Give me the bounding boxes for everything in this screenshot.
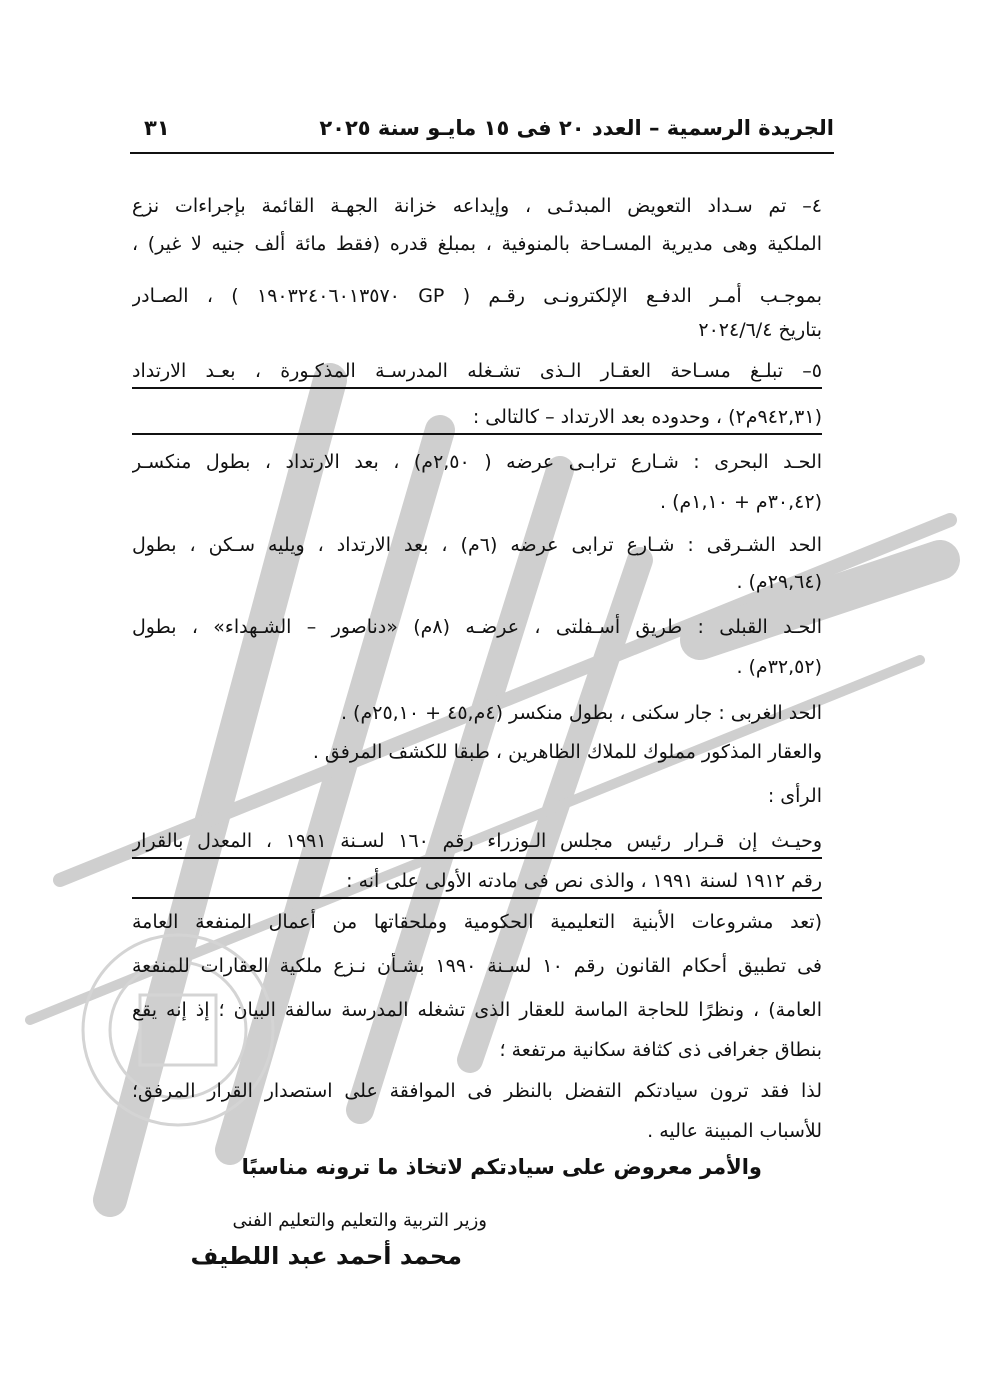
body-line: ٥– تبلـغ مسـاحة العقـار الـذى تشـغله المدرسـة المذكـورة ، بعـد الارتداد xyxy=(132,358,822,389)
body-line: فى تطبيق أحكام القانون رقم ١٠ لسـنة ١٩٩٠ بشـأن نـزع ملكية العقارات للمنفعة xyxy=(132,955,822,977)
body-line: بموجـب أمـر الدفـع الإلكترونـى رقـم ( GP ١٩٠٣٢٤٠٦٠١٣٥٧٠ ) ، الصـادر xyxy=(132,285,822,307)
body-line: (٣٢,٥٢م) . xyxy=(736,656,822,678)
body-line: للأسباب المبينة عاليه . xyxy=(647,1120,822,1142)
body-line: ٤– تم سـداد التعويض المبدئـى ، وإيداعه خزانة الجهـة القائمة بإجراءات نزع xyxy=(132,195,822,217)
body-line: الحـد القبلى : طريق أسـفلتى ، عرضـه (٨م) «دناصور – الشـهداء» ، بطول xyxy=(132,616,822,638)
closing-statement: والأمر معروض على سيادتكم لاتخاذ ما ترونه مناسبًا xyxy=(241,1155,762,1179)
body-line: الحد الغربى : جار سكنى ، بطول منكسر (٤م,٤٥ + ٢٥,١٠م) . xyxy=(340,702,822,724)
body-line: لذا فقد ترون سيادتكم التفضل بالنظر فى الموافقة على استصدار القرار المرفق؛ xyxy=(132,1080,822,1102)
signatory-name: محمد أحمد عبد اللطيف xyxy=(190,1242,462,1270)
body-line: الحد الشـرقى : شـارع ترابى عرضه (٦م) ، بعد الارتداد ، ويليه سـكن ، بطول xyxy=(132,534,822,556)
opinion-heading: الرأى : xyxy=(767,785,822,807)
body-line: وحيـث إن قـرار رئيس مجلس الـوزراء رقم ١٦٠ لسـنة ١٩٩١ ، المعدل بالقرار xyxy=(132,828,822,859)
body-line: العامة) ، ونظرًا للحاجة الماسة للعقار الذى تشغله المدرسة سالفة البيان ؛ إذ إنه يقع xyxy=(132,999,822,1021)
page-number: ٣١ xyxy=(144,116,170,140)
body-line: (٩٤٢,٣١م٢) ، وحدوده بعد الارتداد – كالتالى : xyxy=(132,404,822,435)
body-line: (٢٩,٦٤م) . xyxy=(736,571,822,593)
signatory-role: وزير التربية والتعليم والتعليم الفنى xyxy=(232,1210,487,1231)
body-line: بتاريخ ٢٠٢٤/٦/٤ xyxy=(698,319,822,341)
body-line: (تعد مشروعات الأبنية التعليمية الحكومية وملحقاتها من أعمال المنفعة العامة xyxy=(132,911,822,933)
gazette-title: الجريدة الرسمية – العدد ٢٠ فى ١٥ مايـو سنة ٢٠٢٥ xyxy=(319,116,834,140)
body-line: والعقار المذكور مملوك للملاك الظاهرين ، طبقا للكشف المرفق . xyxy=(312,741,822,763)
body-line: (٣٠,٤٢م + ١,١٠م) . xyxy=(660,491,822,513)
page-header xyxy=(130,112,834,154)
body-line: الملكية وهى مديرية المسـاحة بالمنوفية ، بمبلغ قدره (فقط مائة ألف جنيه لا غير) ، xyxy=(132,233,822,255)
body-line: بنطاق جغرافى ذى كثافة سكانية مرتفعة ؛ xyxy=(499,1039,822,1061)
body-line: الحـد البحرى : شـارع ترابـى عرضه ( ٢,٥٠م) ، بعد الارتداد ، بطول منكسـر xyxy=(132,451,822,473)
body-line: رقم ١٩١٢ لسنة ١٩٩١ ، والذى نص فى مادته الأولى على أنه : xyxy=(132,868,822,899)
